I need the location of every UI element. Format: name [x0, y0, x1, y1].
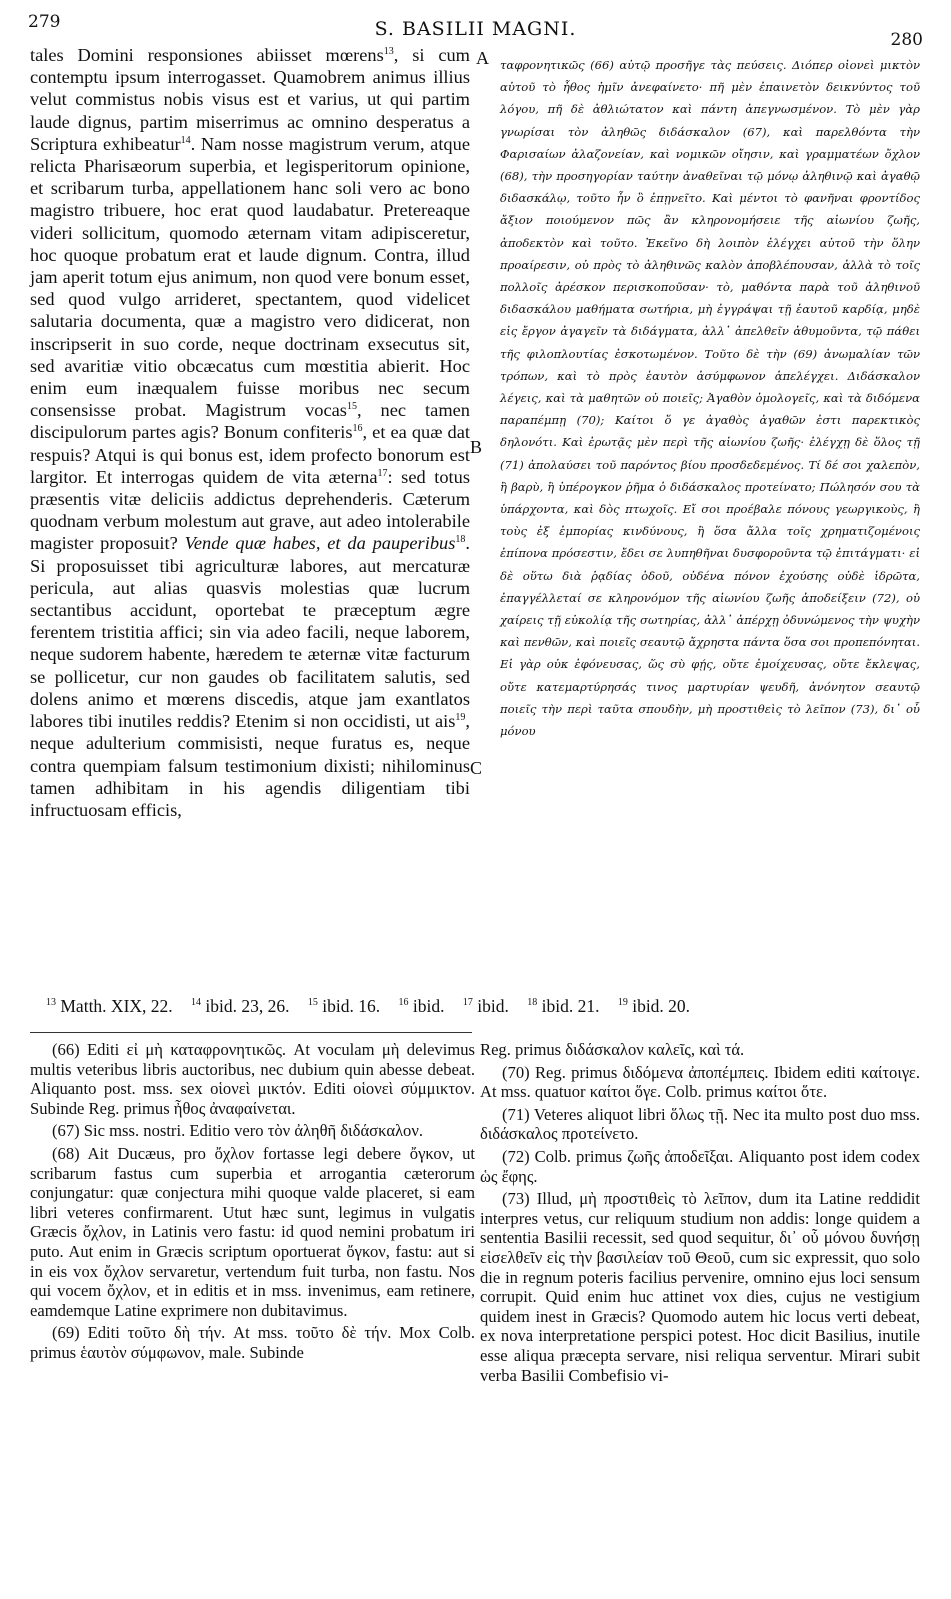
footnote-ref: 15	[346, 401, 357, 413]
editorial-note: (72) Colb. primus ζωῆς ἀποδεῖξαι. Aliquanto post idem codex ὡς ἔφης.	[480, 1146, 920, 1186]
section-marker-b: B	[470, 437, 483, 457]
editorial-note: (69) Editi τοῦτο δὴ τήν. At mss. τοῦτο δὲ τήν. Mox Colb. primus ἑαυτὸν σύμφωνον, male. Subinde	[30, 1323, 475, 1362]
page-number-left: 279	[28, 12, 61, 32]
scripture-quote: Vende quæ habes, et da pauperibus	[184, 533, 456, 554]
footnote: $^{19}$ ibid. 20.	[617, 996, 691, 1016]
page-number-right: 280	[890, 30, 923, 50]
footnote-ref: 16	[352, 423, 363, 435]
footnote: $^{18}$ ibid. 21.	[527, 996, 600, 1016]
editorial-note: (66) Editi εἰ μὴ καταφρονητικῶς. At voculam μὴ delevimus multis veteribus libris auctoribus, nec dubium quin abesse debeat. Aliquanto post. mss. sex οἱονεὶ μικτόν. Editi οἱονεὶ σύμμικτον. Subinde Reg. primus ἦθος ἀναφαίνεται.	[30, 1040, 475, 1118]
greek-column	[500, 54, 920, 989]
footnote: $^{15}$ ibid. 16.	[307, 996, 381, 1016]
footnote: $^{17}$ ibid.	[462, 996, 509, 1016]
footnote: $^{16}$ ibid.	[398, 996, 445, 1016]
section-marker-c: C	[470, 758, 483, 778]
running-title: S. BASILII MAGNI.	[374, 18, 577, 40]
editorial-note: Reg. primus διδάσκαλον καλεῖς, καὶ τά.	[480, 1040, 745, 1059]
footnote-ref: 17	[377, 467, 388, 479]
footnote-ref: 18	[455, 534, 466, 546]
latin-text: tales Domini responsiones abiisset mœrens$^{13}$, si cum contemptu ipsum interrogasset. Quamobrem animus illius velut commistus nobis visus est et varius, ut qui partim laude dignus, partim miserrimus ac omnino desperatus a Scriptura exhibeatur$^{14}$. Nam nosse magistrum verum, atque relicta Pharisæorum superbia, et legisperitorum opinione, et scribarum turba, appellationem hanc soli vero ac bono magistro tribuere, hoc erat quod laudabatur. Pretereaque videri sollicitum, quomodo æternam vitam adipisceretur, hoc quoque probatum erat et laude dignum. Contra, illud jam aperit totum ejus animum, non quod vere bonum esset, sed quod vulgo arrideret, spectantem, quod videlicet salutaria documenta, quæ a magistro vero didicerat, non inscripserit in suo corde, neque doctrinam exsecutus sit, sed avaritiæ vitio obcæcatus cum mœstitia abierit. Hoc enim eum inæqualem fuisse moribus nec secum consensisse probat. Magistrum vocas$^{15}$, nec tamen discipulorum partes agis? Bonum confiteris$^{16}$, et ea quæ dat respuis? Atqui is qui bonus est, idem profecto bonorum est largitor. Et interrogas quidem de vita æterna$^{17}$: sed totus præsentis vitæ deliciis addictus deprehenderis. Cæterum quodnam verbum molestum aut grave, aut adeo intolerabile magister proposuit? Vende quæ habes, et da pauperibus$^{18}$. Si proposuisset tibi agriculturæ labores, aut mercaturæ pericula, aut alias quasvis molestias quæ lucrum sectantibus accidunt, oportebat te præceptum ægre ferentem tristitia affici; sin via adeo facili, neque laborem, neque sudorem habente, hæredem te æternæ vitæ facturum se pollicetur, cur non gaudes ob facilitatem salutis, sed dolens animo et mœrens discedis, atque jam exantlatos labores tibi inutiles reddis? Etenim si non occidisti, ut ais$^{19}$, neque adulterium commisisti, neque furatus es, neque contra quempiam falsum testimonium dixisti; nihilominus tamen adhibitam in his agendis diligentiam tibi infructuosam efficis,	[30, 45, 470, 820]
scripture-footnotes	[46, 996, 923, 1022]
footnote: $^{13}$ Matth. XIX, 22.	[46, 996, 173, 1016]
footnote-ref: 19	[455, 711, 466, 723]
greek-text: ταφρονητικῶς (66) αὐτῷ προσῆγε τὰς πεύσεις. Διόπερ οἱονεὶ μικτὸν αὐτοῦ τὸ ἦθος ἡμῖν ἀνεφαίνετο· πῆ μὲν ἐπαινετὸν δεικνύντος τοῦ λόγου, πῆ δὲ ἀθλιώτατον καὶ πάντη ἀπεγνωσμένον. Τὸ μὲν γὰρ γνωρίσαι τὸν ἀληθῶς διδάσκαλον (67), καὶ παρελθόντα τὴν Φαρισαίων ἀλαζονείαν, καὶ νομικῶν οἴησιν, καὶ γραμματέων ὄχλον (68), τὴν προσηγορίαν ταύτην ἀναθεῖναι τῷ μόνῳ ἀληθινῷ καὶ ἀγαθῷ διδασκάλῳ, τοῦτο ἦν ὃ ἐπῃνεῖτο. Καὶ μέντοι τὸ φανῆναι φροντίδος ἄξιον ποιούμενον πῶς ἂν κληρονομήσειε τῆς αἰωνίου ζωῆς, ἀποδεκτὸν καὶ τοῦτο. Ἐκεῖνο δὴ λοιπὸν ἐλέγχει αὐτοῦ τὴν ὅλην προαίρεσιν, οὐ πρὸς τὸ ἀληθινῶς καλὸν ἀποβλέπουσαν, ἀλλὰ τὸ τοῖς πολλοῖς ἀρέσκον περισκοποῦσαν· τὸ, μαθόντα παρὰ τοῦ ἀληθινοῦ διδασκάλου μαθήματα σωτήρια, μὴ ἐγγράψαι τῇ ἑαυτοῦ καρδίᾳ, μηδὲ εἰς ἔργον ἀγαγεῖν τὰ διδάγματα, ἀλλ᾽ ἀπελθεῖν ἀθυμοῦντα, τῷ πάθει τῆς φιλοπλουτίας ἐσκοτωμένον. Τοῦτο δὲ τὴν (69) ἀνωμαλίαν τῶν τρόπων, καὶ τὸ πρὸς ἑαυτὸν ἀσύμφωνον ἀπελέγχει. Διδάσκαλον λέγεις, καὶ τὰ μαθητῶν οὐ ποιεῖς; Ἀγαθὸν ὁμολογεῖς, καὶ τὰ διδόμενα παραπέμπῃ (70); Καίτοι ὅ γε ἀγαθὸς ἀγαθῶν ἐστι παρεκτικὸς δηλονότι. Καὶ ἐρωτᾷς μὲν περὶ τῆς αἰωνίου ζωῆς· ἐλέγχῃ δὲ ὅλος τῇ (71) ἀπολαύσει τοῦ παρόντος βίου προσδεδεμένος. Τί δέ σοι χαλεπὸν, ἢ βαρὺ, ἢ ὑπέρογκον ῥῆμα ὁ διδάσκαλος προτείνατο; Πώλησόν σου τὰ ὑπάρχοντα, καὶ δὸς πτωχοῖς. Εἴ σοι προέβαλε πόνους γεωργικοὺς, ἢ τοὺς ἐξ ἐμπορίας κινδύνους, ἢ ὅσα ἄλλα τοῖς χρηματιζομένοις ἐπίπονα πρόσεστιν, ἔδει σε λυπηθῆναι δυσφοροῦντα τῷ ἐπιτάγματι· εἰ δὲ οὕτω διὰ ῥᾳδίας ὁδοῦ, οὐδένα πόνον ἐχούσης οὐδὲ ἱδρῶτα, ἐπαγγέλλεταί σε κληρονόμον τῆς αἰωνίου ζωῆς ἀποδείξειν (72), οὐ χαίρεις τῇ εὐκολίᾳ τῆς σωτηρίας, ἀλλ᾽ ἀπέρχῃ ὀδυνώμενος τὴν ψυχὴν καὶ πενθῶν, καὶ ποιεῖς σεαυτῷ ἄχρηστα πάντα ὅσα σοι προπεπόνηται. Εἰ γὰρ οὐκ ἐφόνευσας, ὥς σὺ φῄς, οὔτε ἐμοίχευσας, οὔτε ἔκλεψας, οὔτε κατεμαρτύρησάς τινος μαρτυρίαν ψευδῆ, ἀνόνητον σεαυτῷ ποιεῖς τὴν περὶ ταῦτα σπουδὴν, μὴ προστιθεὶς τὸ λεῖπον (73), δι᾽ οὗ μόνου	[500, 58, 920, 739]
notes-divider	[30, 1032, 472, 1033]
footnote: $^{14}$ ibid. 23, 26.	[191, 996, 290, 1016]
footnote-ref: 14	[180, 134, 191, 146]
editorial-note: (67) Sic mss. nostri. Editio vero τὸν ἀληθῆ διδάσκαλον.	[52, 1121, 424, 1141]
editorial-notes-right	[480, 1040, 920, 1595]
editorial-note: (70) Reg. primus διδόμενα ἀποπέμπεις. Ibidem editi καίτοιγε. At mss. quatuor καίτοι ὅγε. Colb. primus καίτοι ὅτε.	[480, 1062, 920, 1102]
editorial-note: (71) Veteres aliquot libri ὅλως τῇ. Nec ita multo post duo mss. διδάσκαλος προτείνετο.	[480, 1104, 920, 1144]
section-marker-a: A	[476, 48, 489, 68]
editorial-note: (73) Illud, μὴ προστιθεὶς τὸ λεῖπον, dum ita Latine reddidit interpres vetus, cur reliquum studium non addis: longe quidem a sententia Basilii recessit, sed quod sequitur, δι᾽ οὗ μόνου δυνήσῃ εἰσελθεῖν εἰς τὴν βασιλείαν τοῦ Θεοῦ, cum sic expressit, quo solo die in regnum poteris facilius pervenire, omnino ejus loci sensum corrupit. Quid enim huc attinet vox dies, cujus ne vestigium quidem inest in Græcis? Quomodo autem hic locus verti debeat, ex nova interpretatione perspici potest. Hoc dicit Basilius, inutile esse aliqua præcepta servare, nisi reliqua serventur. Mirari subit verba Basilii Combefisio vi-	[480, 1189, 920, 1385]
editorial-notes-left	[30, 1040, 475, 1595]
footnote-ref: 13	[383, 45, 394, 57]
editorial-note: (68) Ait Ducæus, pro ὄχλον fortasse legi debere ὄγκον, ut scribarum fastus cum superbia et arrogantia cæterorum conjungatur: quæ conjectura mihi quoque valde placeret, si eam libri veteres confirmarent. Utut hæc sunt, legimus in vulgatis Græcis ὄχλον, in Latinis vero fastu: id quod nemini probatum iri puto. Aut enim in Græcis scriptum oportuerat ὄγκον, fastu: aut si in eis vox ὄχλον servaretur, vertendum fuit turba, non fastu. Nos qui vocem ὄχλον, et in editis et in mss. invenimus, eam retinere, eamdemque Latine exprimere non dubitavimus.	[30, 1143, 475, 1320]
latin-column	[30, 44, 470, 982]
